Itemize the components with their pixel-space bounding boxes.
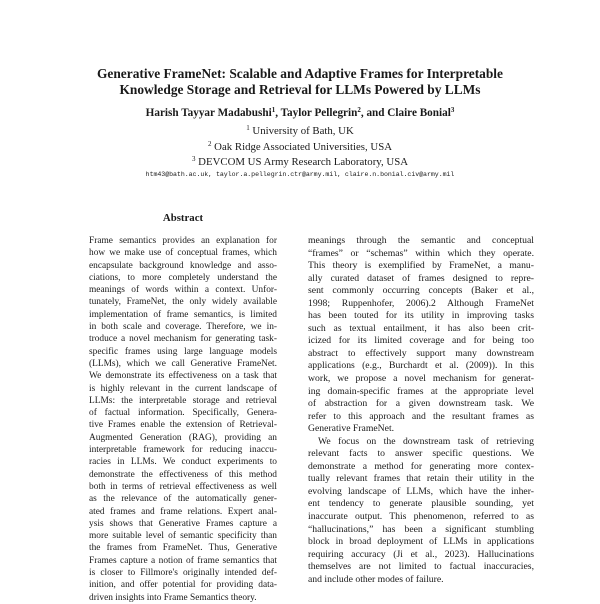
text-line: This theory is exemplified by FrameNet, a manu-	[308, 260, 534, 272]
text-line: We focus on the downstream task of retrieving	[318, 435, 534, 447]
paper-title	[40, 66, 560, 98]
text-line: applications (e.g., Burchardt et al. (2009)). In this	[308, 360, 534, 372]
text-line: themselves are not limited to factual inaccuracies,	[308, 561, 534, 573]
text-line: work, we propose a novel mechanism for generat-	[308, 373, 534, 385]
text-line: (LLMs), which we call Generative FrameNet.	[89, 358, 277, 369]
affiliation-text: DEVCOM US Army Research Laboratory, USA	[195, 156, 408, 169]
affiliation-2	[40, 140, 560, 156]
text-line: demonstrate the effectiveness of this method	[89, 469, 277, 480]
text-line: of factual information. Specifically, Genera-	[89, 408, 277, 419]
title-line-1: Generative FrameNet: Scalable and Adaptive Frames for Interpretable	[97, 66, 503, 81]
text-line: troduce a novel mechanism for generating task-	[89, 334, 277, 345]
affiliation-number: 1	[246, 124, 250, 132]
text-line: sent commonly occurring concepts (Baker et al.,	[308, 285, 534, 297]
text-line: We demonstrate its effectiveness on a task that	[89, 371, 277, 382]
author-emails: htm43@bath.ac.uk, taylor.a.pellegrin.ctr@army.mil, claire.n.bonial.civ@army.mil	[145, 171, 455, 178]
author-2-affil: 2	[357, 106, 361, 114]
text-line: specific frames using large language models	[89, 346, 277, 357]
text-line: inaccurate output. This phenomenon, referred to as	[308, 511, 534, 523]
text-line: ated frames and frame relations. Expert anal-	[89, 506, 277, 517]
intro-body	[308, 235, 534, 586]
text-line: requiring accuracy (Ji et al., 2023). Hallucinations	[308, 548, 534, 560]
text-line: icized for its limited coverage and for being too	[308, 335, 534, 347]
author-1: Harish Tayyar Madabushi	[145, 107, 272, 119]
text-line: block in broad deployment of LLMs in applications	[308, 536, 534, 548]
text-line: “hallucinations,” has been a significant stumbling	[308, 523, 534, 535]
text-line: implementation of frame semantics, is limited	[89, 309, 277, 320]
affiliation-text: University of Bath, UK	[249, 125, 354, 137]
text-line: more suitable level of semantic specificity than	[89, 531, 277, 542]
text-line: abstract to effectively support many downstream	[308, 347, 534, 359]
author-separator: , and	[360, 107, 388, 119]
author-list	[40, 106, 560, 120]
text-line: racies in LLMs. We conduct experiments to	[89, 457, 277, 468]
author-3: Claire Bonial	[387, 107, 451, 119]
text-line: has been touted for its utility in improving tasks	[308, 310, 534, 322]
text-line: evolving landscape of LLMs, which have the inher-	[308, 485, 534, 497]
affiliations	[40, 124, 560, 171]
text-line: ally curated dataset of frames designed to repre-	[308, 272, 534, 284]
text-line: is highly relevant in the current landscape of	[89, 383, 277, 394]
text-line: ent tendency to generate plausible sounding, yet	[308, 498, 534, 510]
text-line: interpretable framework for reducing inaccu-	[89, 445, 277, 456]
affiliation-3	[40, 155, 560, 171]
affiliation-1	[40, 124, 560, 140]
text-line: in both scale and coverage. Therefore, we in-	[89, 322, 277, 333]
text-line: LLMs: the interpretable storage and retrieval	[89, 395, 277, 406]
author-3-affil: 3	[450, 106, 455, 114]
text-line: tive Frames enable the extension of Retrieval-	[89, 420, 277, 431]
text-line: 1998; Ruppenhofer, 2006).2 Although FrameNet	[308, 297, 534, 309]
text-line: Generative FrameNet.	[308, 423, 395, 435]
affiliation-number: 3	[191, 155, 196, 164]
text-line: encapsulate background knowledge and asso-	[89, 260, 277, 271]
text-line: and include other modes of failure.	[308, 573, 444, 585]
text-line: both in terms of retrieval effectiveness as well	[89, 481, 277, 492]
text-line: Frame semantics provides an explanation for	[89, 236, 277, 246]
text-line: ciations, to more completely understand the	[89, 272, 277, 283]
abstract-body	[89, 235, 277, 604]
text-line: is closer to Fillmore's originally intended def-	[89, 568, 277, 579]
title-line-2: Knowledge Storage and Retrieval for LLMs Powered by LLMs	[119, 82, 481, 97]
text-line: how we make use of conceptual frames, which	[89, 248, 277, 259]
text-line: tunately, FrameNet, the only widely available	[89, 297, 277, 308]
text-line: of abstraction for a given downstream task. We	[308, 398, 534, 410]
affiliation-text: Oak Ridge Associated Universities, USA	[211, 140, 393, 153]
author-2: Taylor Pellegrin	[280, 107, 358, 119]
text-line: demonstrate a method for generating more contex-	[308, 460, 534, 472]
text-line: tually relevant frames that retain their utility in the	[308, 473, 534, 485]
text-line: meanings through the semantic and conceptual	[308, 235, 534, 246]
text-line: “frames” or “schemas” within which they operate.	[308, 247, 534, 259]
text-line: meanings of words within a context. Unfor-	[89, 285, 277, 296]
text-line: refer to this approach and the resultant frames as	[308, 410, 534, 422]
text-line: driven insights into Frame Semantics theory.	[89, 592, 257, 603]
author-separator: ,	[275, 107, 281, 119]
author-1-affil: 1	[271, 106, 276, 114]
text-line: ysis shows that Generative Frames capture a	[89, 518, 277, 529]
text-line: the frames from FrameNet. Thus, Generative	[89, 543, 277, 554]
text-line: Frames capture a notion of frame semantics that	[89, 555, 277, 566]
text-line: such as textual entailment, it has also been crit-	[308, 322, 534, 334]
text-line: ing domain-specific frames at the appropriate level	[308, 385, 534, 397]
text-line: inition, and offer potential for providing data-	[89, 580, 277, 591]
text-line: Augmented Generation (RAG), providing an	[89, 432, 277, 443]
affiliation-number: 2	[207, 139, 212, 148]
text-line: relevant facts to answer specific questions. We	[308, 448, 534, 460]
text-line: as the relevance of the automatically gener-	[89, 494, 277, 505]
abstract-heading: Abstract	[162, 212, 204, 224]
